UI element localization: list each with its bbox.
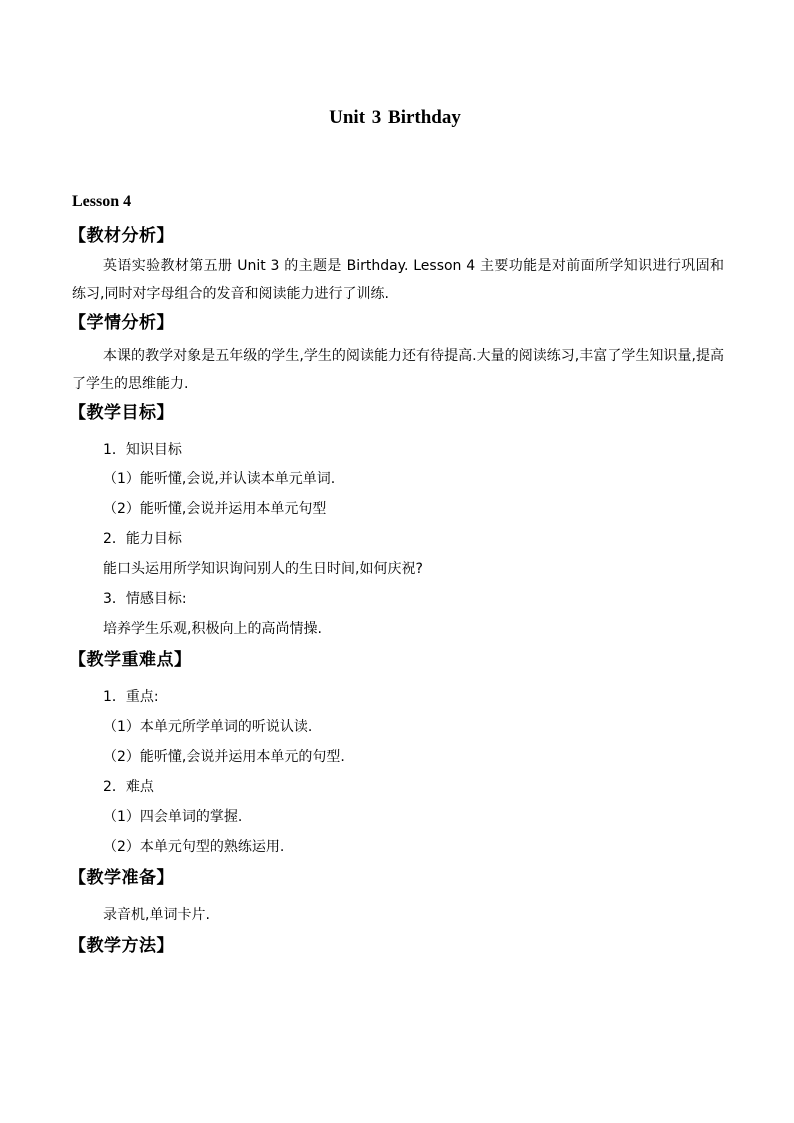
goal-knowledge-sub1: （1）能听懂,会说,并认读本单元单词. [103, 471, 336, 487]
heading-preparation: 【教学准备】 [69, 868, 174, 888]
goal-emotion-text: 培养学生乐观,积极向上的高尚情操. [103, 621, 322, 637]
difficult-point-sub2: （2）本单元句型的熟练运用. [103, 839, 285, 855]
goal-ability: 2．能力目标 [103, 531, 182, 547]
key-point: 1．重点: [103, 689, 159, 705]
key-point-sub2: （2）能听懂,会说并运用本单元的句型. [103, 749, 345, 765]
goal-emotion: 3．情感目标: [103, 591, 187, 607]
heading-textbook-analysis: 【教材分析】 [69, 226, 174, 246]
document-body [69, 224, 724, 958]
difficult-point-sub1: （1）四会单词的掌握. [103, 809, 243, 825]
goal-knowledge: 1．知识目标 [103, 442, 182, 458]
document-title: Unit 3 Birthday [329, 107, 461, 128]
heading-teaching-goals: 【教学目标】 [69, 403, 174, 423]
goal-knowledge-sub2: （2）能听懂,会说并运用本单元句型 [103, 501, 327, 517]
preparation-text: 录音机,单词卡片. [103, 907, 210, 923]
lesson-label: Lesson 4 [72, 193, 132, 210]
heading-teaching-methods: 【教学方法】 [69, 936, 174, 956]
student-analysis-text: 本课的教学对象是五年级的学生,学生的阅读能力还有待提高.大量的阅读练习,丰富了学生知识量,提高了学生的思维能力. [72, 348, 724, 392]
heading-key-points: 【教学重难点】 [69, 650, 192, 670]
textbook-analysis-text: 英语实验教材第五册 Unit 3 的主题是 Birthday. Lesson 4 主要功能是对前面所学知识进行巩固和练习,同时对字母组合的发音和阅读能力进行了训练. [72, 258, 724, 302]
heading-student-analysis: 【学情分析】 [69, 313, 174, 333]
key-point-sub1: （1）本单元所学单词的听说认读. [103, 719, 313, 735]
difficult-point: 2．难点 [103, 779, 154, 795]
goal-ability-text: 能口头运用所学知识询问别人的生日时间,如何庆祝? [103, 561, 423, 577]
